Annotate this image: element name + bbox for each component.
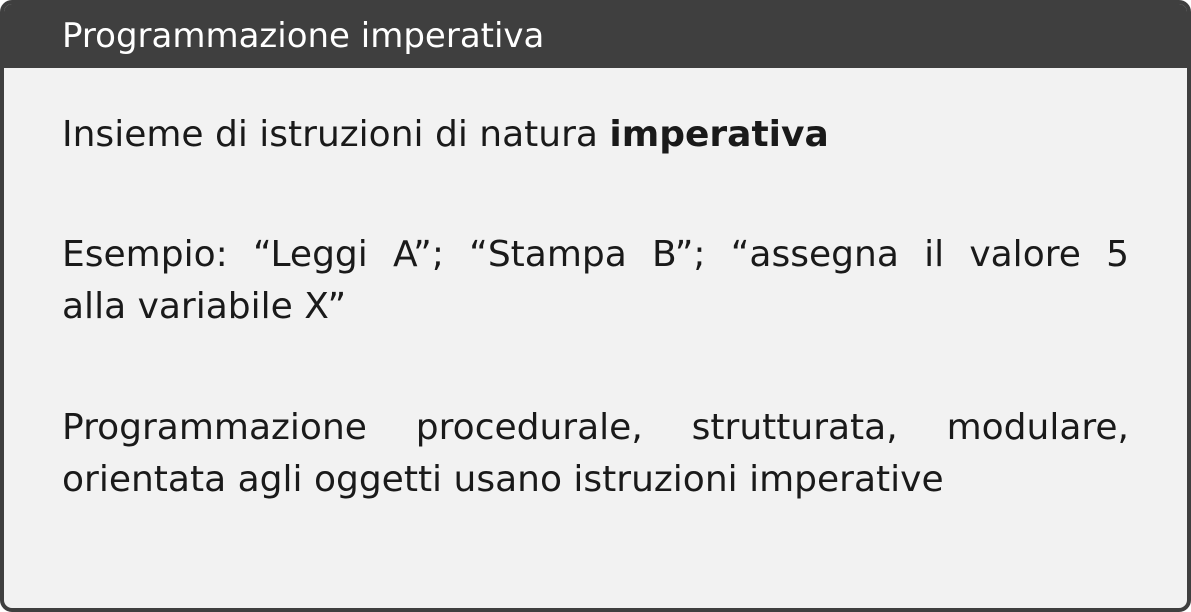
block-title: Programmazione imperativa (4, 4, 1187, 68)
paragraph-example (62, 229, 1129, 333)
paradigms-line-1: Programmazione procedurale, strutturata, modulare, (62, 407, 1129, 448)
example-line-2: alla variabile X” (62, 286, 347, 327)
paradigms-line-2: orientata agli oggetti usano istruzioni imperative (62, 459, 944, 500)
paragraph-paradigms (62, 402, 1129, 506)
definition-emphasis: imperativa (609, 114, 829, 155)
definition-text: Insieme di istruzioni di natura (62, 114, 610, 155)
example-line-1: Esempio: “Leggi A”; “Stampa B”; “assegna il valore 5 (62, 234, 1129, 275)
paragraph-definition (62, 109, 1129, 161)
